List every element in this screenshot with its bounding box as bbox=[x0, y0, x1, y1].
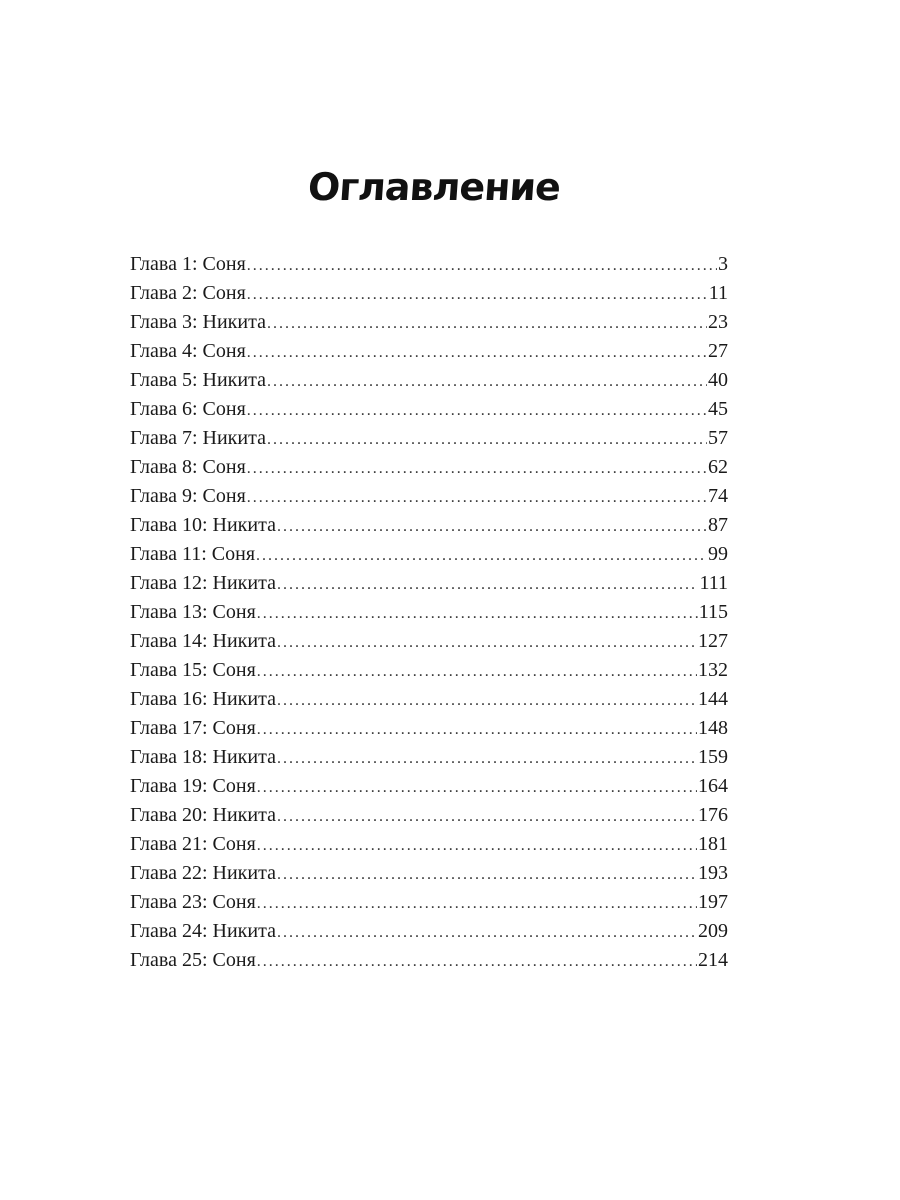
toc-entry bbox=[130, 511, 728, 540]
toc-entry bbox=[130, 859, 728, 888]
toc-entry-label: Глава 18: Никита bbox=[130, 746, 276, 768]
toc-entry-label: Глава 12: Никита bbox=[130, 572, 276, 594]
toc-dot-leader bbox=[257, 599, 698, 628]
toc-entry bbox=[130, 395, 728, 424]
toc-dot-leader bbox=[247, 483, 707, 512]
toc-entry-label: Глава 24: Никита bbox=[130, 920, 276, 942]
toc-entry-page-number: 181 bbox=[698, 833, 728, 855]
toc-dot-leader bbox=[247, 396, 707, 425]
toc-entry bbox=[130, 569, 728, 598]
toc-entry bbox=[130, 946, 728, 975]
toc-dot-leader bbox=[257, 773, 697, 802]
toc-dot-leader bbox=[277, 512, 707, 541]
toc-entry-label: Глава 7: Никита bbox=[130, 427, 266, 449]
toc-entry bbox=[130, 888, 728, 917]
toc-dot-leader bbox=[257, 657, 697, 686]
toc-dot-leader bbox=[257, 947, 697, 976]
toc-dot-leader bbox=[277, 628, 697, 657]
toc-dot-leader bbox=[257, 715, 697, 744]
toc-entry-page-number: 209 bbox=[698, 920, 728, 942]
toc-entry bbox=[130, 337, 728, 366]
toc-entry-page-number: 87 bbox=[708, 514, 728, 536]
toc-entry bbox=[130, 743, 728, 772]
toc-entry-label: Глава 15: Соня bbox=[130, 659, 256, 681]
toc-entry bbox=[130, 453, 728, 482]
toc-dot-leader bbox=[267, 309, 707, 338]
toc-entry-label: Глава 16: Никита bbox=[130, 688, 276, 710]
toc-entry bbox=[130, 366, 728, 395]
toc-entry bbox=[130, 279, 728, 308]
toc-entry bbox=[130, 250, 728, 279]
toc-entry-page-number: 164 bbox=[698, 775, 728, 797]
toc-entry-label: Глава 19: Соня bbox=[130, 775, 256, 797]
toc-entry-label: Глава 2: Соня bbox=[130, 282, 246, 304]
toc-entry-page-number: 99 bbox=[708, 543, 728, 565]
toc-entry-label: Глава 20: Никита bbox=[130, 804, 276, 826]
toc-entry-page-number: 193 bbox=[698, 862, 728, 884]
toc-entry-page-number: 40 bbox=[708, 369, 728, 391]
toc-dot-leader bbox=[277, 860, 697, 889]
toc-entry-label: Глава 23: Соня bbox=[130, 891, 256, 913]
toc-dot-leader bbox=[267, 425, 707, 454]
toc-entry-label: Глава 6: Соня bbox=[130, 398, 246, 420]
toc-entry-page-number: 74 bbox=[708, 485, 728, 507]
toc-entry bbox=[130, 714, 728, 743]
toc-entry bbox=[130, 801, 728, 830]
toc-dot-leader bbox=[277, 686, 697, 715]
toc-dot-leader bbox=[267, 367, 707, 396]
toc-dot-leader bbox=[256, 541, 707, 570]
toc-entry-label: Глава 9: Соня bbox=[130, 485, 246, 507]
toc-entry-label: Глава 14: Никита bbox=[130, 630, 276, 652]
toc-entry-label: Глава 21: Соня bbox=[130, 833, 256, 855]
toc-entry-page-number: 45 bbox=[708, 398, 728, 420]
toc-entry-page-number: 111 bbox=[699, 572, 728, 594]
toc-dot-leader bbox=[257, 889, 697, 918]
toc-entry-label: Глава 5: Никита bbox=[130, 369, 266, 391]
toc-entry-label: Глава 11: Соня bbox=[130, 543, 256, 565]
toc-dot-leader bbox=[277, 802, 697, 831]
toc-entry-page-number: 176 bbox=[698, 804, 728, 826]
toc-entry-page-number: 27 bbox=[708, 340, 728, 362]
toc-entry-page-number: 11 bbox=[708, 282, 728, 304]
toc-entry bbox=[130, 598, 728, 627]
toc-entry-page-number: 3 bbox=[718, 253, 728, 275]
toc-entry-label: Глава 4: Соня bbox=[130, 340, 246, 362]
toc-entry-page-number: 197 bbox=[698, 891, 728, 913]
toc-entry-page-number: 127 bbox=[698, 630, 728, 652]
toc-entry-page-number: 132 bbox=[698, 659, 728, 681]
page-title: Оглавление bbox=[306, 165, 562, 210]
toc-entry bbox=[130, 830, 728, 859]
toc-entry bbox=[130, 308, 728, 337]
toc-entry-page-number: 144 bbox=[698, 688, 728, 710]
toc-entry-label: Глава 10: Никита bbox=[130, 514, 276, 536]
toc-dot-leader bbox=[247, 338, 707, 367]
toc-entry bbox=[130, 424, 728, 453]
toc-entry-page-number: 57 bbox=[708, 427, 728, 449]
toc-entry-label: Глава 17: Соня bbox=[130, 717, 256, 739]
toc-dot-leader bbox=[247, 251, 717, 280]
toc-dot-leader bbox=[247, 280, 708, 309]
toc-entry-label: Глава 8: Соня bbox=[130, 456, 246, 478]
toc-dot-leader bbox=[277, 570, 699, 599]
toc-entry-page-number: 159 bbox=[698, 746, 728, 768]
toc-entry-label: Глава 25: Соня bbox=[130, 949, 256, 971]
toc-entry-label: Глава 22: Никита bbox=[130, 862, 276, 884]
toc-entry-page-number: 148 bbox=[698, 717, 728, 739]
toc-dot-leader bbox=[277, 744, 697, 773]
toc-dot-leader bbox=[247, 454, 707, 483]
toc-dot-leader bbox=[277, 918, 697, 947]
toc-entry bbox=[130, 917, 728, 946]
toc-entry bbox=[130, 482, 728, 511]
toc-entry-label: Глава 1: Соня bbox=[130, 253, 246, 275]
toc-entry-page-number: 62 bbox=[708, 456, 728, 478]
table-of-contents bbox=[130, 250, 728, 975]
toc-entry bbox=[130, 772, 728, 801]
toc-entry-page-number: 214 bbox=[698, 949, 728, 971]
toc-entry bbox=[130, 656, 728, 685]
toc-entry bbox=[130, 540, 728, 569]
toc-dot-leader bbox=[257, 831, 697, 860]
toc-entry-page-number: 115 bbox=[698, 601, 728, 623]
toc-entry bbox=[130, 627, 728, 656]
toc-entry bbox=[130, 685, 728, 714]
toc-entry-label: Глава 3: Никита bbox=[130, 311, 266, 333]
toc-entry-label: Глава 13: Соня bbox=[130, 601, 256, 623]
toc-entry-page-number: 23 bbox=[708, 311, 728, 333]
